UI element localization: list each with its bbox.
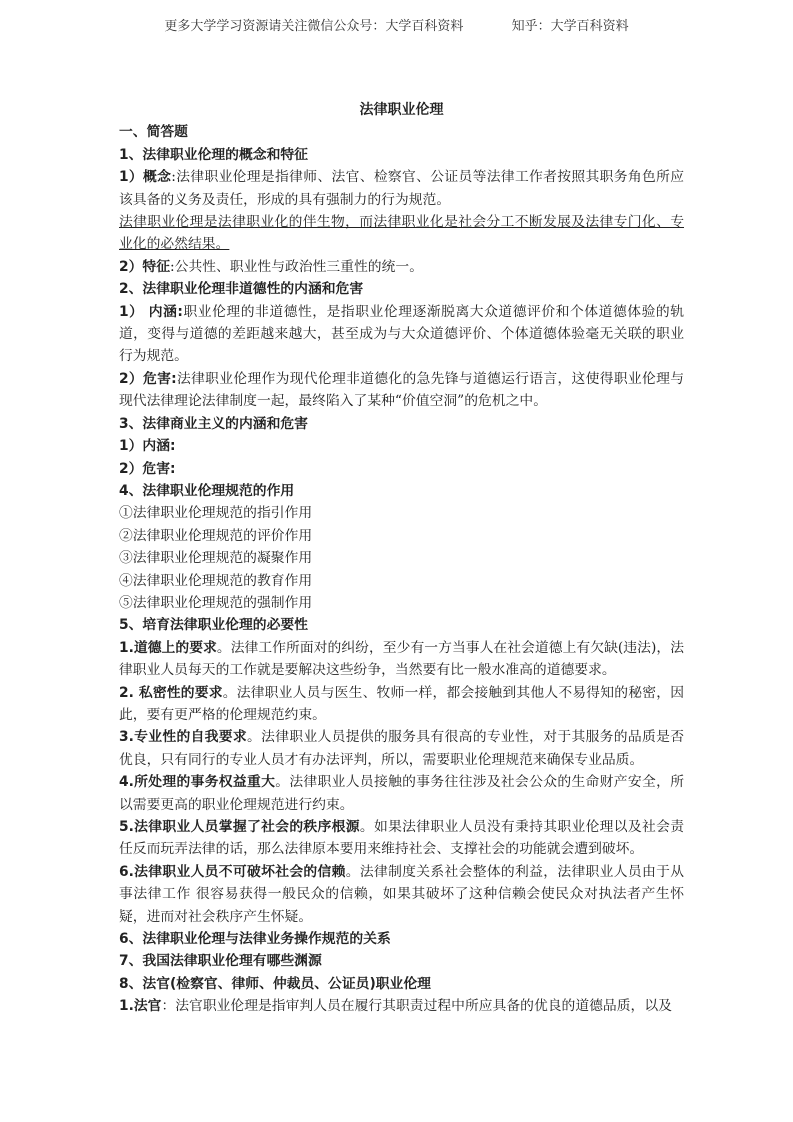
document-body: [119, 99, 684, 1018]
body-text: ①法律职业伦理规范的指引作用: [119, 505, 313, 522]
bold-text: 2）特征: [119, 258, 170, 275]
bold-text: 5.法律职业人员掌握了社会的秩序根源: [119, 819, 360, 835]
paragraph: [119, 592, 684, 614]
bold-text: 1）内涵:: [119, 438, 176, 455]
underlined-text: 法律职业伦理是法律职业化的伴生物，而法律职业化是社会分工不断发展及法律专门化、专业化的必然结果。: [119, 214, 684, 253]
document-title: 法律职业伦理: [359, 102, 444, 118]
body-text: 法律职业伦理作为现代伦理非道德化的急先锋与道德运行语言，这使得职业伦理与现代法律理论法律制度一起，最终陷入了某种“价值空洞”的危机之中。: [119, 370, 684, 410]
bold-text: 3.专业性的自我要求: [119, 729, 248, 746]
body-text: :公共性、职业性与政治性三重性的统一。: [170, 258, 423, 275]
paragraph: [119, 861, 684, 928]
body-text: ②法律职业伦理规范的评价作用: [119, 527, 313, 544]
paragraph: [119, 726, 684, 771]
bold-text: 6.法律职业人员不可破坏社会的信赖: [119, 863, 346, 880]
body-text: 。法律职业人员接触的事务往往涉及社会公众的生命财产安全，所以需要更高的职业伦理规范进行约束。: [119, 774, 684, 813]
section-heading: [119, 950, 684, 972]
bold-text: 1、法律职业伦理的概念和特征: [119, 146, 308, 163]
bold-text: 2）危害:: [119, 370, 177, 387]
section-heading: [119, 928, 684, 950]
paragraph: [119, 816, 684, 861]
bold-text: 1） 内涵:: [119, 303, 183, 320]
paragraph: [119, 502, 684, 524]
body-text: 。法律职业人员与医生、牧师一样，都会接触到其他人不易得知的秘密，因此，要有更严格的伦理规范约束。: [119, 684, 684, 723]
body-text: ④法律职业伦理规范的教育作用: [119, 572, 313, 589]
bold-text: 5、培育法律职业伦理的必要性: [119, 617, 308, 634]
bold-text: 2. 私密性的要求: [119, 684, 223, 701]
body-text: 。法律工作所面对的纠纷，至少有一方当事人在社会道德上有欠缺(违法)，法律职业人员每天的工作就是要解决这些纷争，当然要有比一般水准高的道德要求。: [119, 639, 685, 679]
bold-text: 7、我国法律职业伦理有哪些渊源: [119, 953, 322, 970]
bold-text: 4.所处理的事务权益重大: [119, 774, 276, 791]
paragraph-list: [119, 121, 684, 1017]
paragraph: [119, 637, 684, 682]
body-text: 。法律职业人员提供的服务具有很高的专业性，对于其服务的品质是否优良，只有同行的专业人员才有办法评判，所以，需要职业伦理规范来确保专业品质。: [119, 729, 685, 768]
paragraph: [119, 301, 684, 368]
body-text: ③法律职业伦理规范的凝聚作用: [119, 550, 313, 567]
bold-text: 1.法官: [119, 998, 162, 1015]
header-wechat-note: 更多大学学习资源请关注微信公众号：大学百科资料: [164, 19, 464, 34]
bold-text: 3、法律商业主义的内涵和危害: [119, 415, 308, 432]
body-text: ⑤法律职业伦理规范的强制作用: [119, 594, 313, 611]
section-heading: [119, 973, 684, 995]
paragraph: [119, 771, 684, 816]
bold-text: 一、简答题: [119, 124, 188, 141]
bold-text: 4、法律职业伦理规范的作用: [119, 482, 295, 499]
paragraph: [119, 256, 684, 278]
section-heading: [119, 413, 684, 435]
body-text: 。如果法律职业人员没有秉持其职业伦理以及社会责任反而玩弄法律的话，那么法律原本要用来维持社会、支撑社会的功能就会遭到破坏。: [119, 819, 684, 858]
bold-text: 1）概念: [119, 169, 172, 186]
paragraph: [119, 166, 684, 211]
bold-text: 1.道德上的要求: [119, 639, 217, 656]
paragraph: [119, 435, 684, 457]
section-heading: [119, 144, 684, 166]
paragraph: [119, 570, 684, 592]
paragraph: [119, 525, 684, 547]
section-heading: [119, 480, 684, 502]
section-heading: [119, 614, 684, 636]
body-text: ：法官职业伦理是指审判人员在履行其职责过程中所应具备的优良的道德品质，以及: [161, 998, 672, 1015]
bold-text: 2）危害:: [119, 460, 176, 477]
paragraph: [119, 368, 684, 413]
body-text: 。法律制度关系社会整体的利益，法律职业人员由于从事法律工作 很容易获得一般民众的信赖，如果其破坏了这种信赖会使民众对执法者产生怀疑，进而对社会秩序产生怀疑。: [119, 863, 684, 925]
paragraph: [119, 682, 684, 727]
paragraph: [119, 547, 684, 569]
page-header: [0, 15, 793, 34]
section-heading: [119, 278, 684, 300]
paragraph: [119, 458, 684, 480]
bold-text: 6、法律职业伦理与法律业务操作规范的关系: [119, 931, 391, 948]
paragraph: [119, 211, 684, 256]
section-heading: [119, 121, 684, 143]
paragraph: [119, 995, 684, 1017]
body-text: :法律职业伦理是指律师、法官、检察官、公证员等法律工作者按照其职务角色所应该具备的义务及责任，形成的具有强制力的行为规范。: [119, 169, 684, 208]
bold-text: 8、法官(检察官、律师、仲裁员、公证员)职业伦理: [119, 975, 431, 992]
bold-text: 2、法律职业伦理非道德性的内涵和危害: [119, 281, 364, 298]
body-text: 职业伦理的非道德性，是指职业伦理逐渐脱离大众道德评价和个体道德体验的轨道，变得与道德的差距越来越大，甚至成为与大众道德评价、个体道德体验毫无关联的职业行为规范。: [119, 303, 685, 365]
header-zhihu-note: 知乎：大学百科资料: [511, 19, 629, 34]
